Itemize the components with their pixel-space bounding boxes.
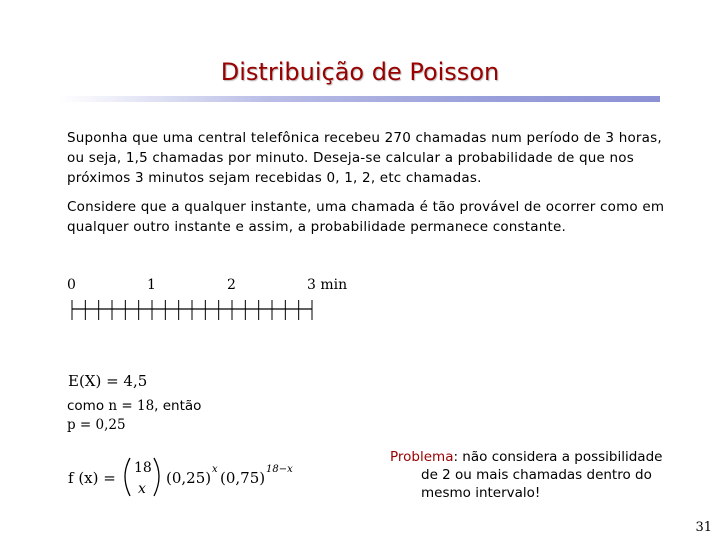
title-underline-bar [60, 96, 660, 102]
problem-text-line3: mesmo intervalo! [421, 485, 541, 501]
como-prefix: como [67, 398, 109, 414]
term-2: (0,75) [220, 469, 266, 487]
timeline-label-3-min: 3 min [307, 277, 348, 293]
page-number: 31 [695, 520, 712, 535]
exponent-1: x [212, 464, 218, 475]
timeline-label-1: 1 [147, 277, 156, 293]
problem-text-line1: : não considera a possibilidade [453, 449, 663, 465]
como-suffix: , então [154, 398, 202, 414]
term-1: (0,25) [166, 469, 212, 487]
assumption-paragraph: Considere que a qualquer instante, uma chamada é tão provável de ocorrer como em qualquer outro instante e assim, a probabilidade permanece constante. [67, 199, 665, 235]
timeline-label-2: 2 [227, 277, 236, 293]
expectation-formula: E(X) = 4,5 [68, 372, 148, 390]
binom-right-paren [154, 458, 159, 496]
binomial-pmf-formula [66, 450, 306, 506]
problem-text-line2: de 2 ou mais chamadas dentro do [421, 467, 652, 483]
binom-bottom: x [138, 481, 146, 497]
timeline-axis [60, 292, 330, 328]
binom-top: 18 [134, 460, 152, 476]
n-value: n = 18 [108, 398, 155, 414]
problem-note [390, 448, 690, 502]
problem-statement-paragraph: Suponha que uma central telefônica recebeu 270 chamadas num período de 3 horas, ou seja, 1,5 chamadas por minuto. Deseja-se calcular a probabilidade de que nos próximos 3 minutos sejam recebidas 0, 1, 2, etc chamadas. [67, 130, 662, 186]
p-value: p = 0,25 [67, 417, 126, 433]
timeline-ticks [72, 300, 312, 320]
como-line [67, 398, 201, 414]
exponent-2: 18−x [266, 464, 293, 475]
formula-lhs: f (x) = [68, 469, 116, 487]
slide-title: Distribuição de Poisson [220, 58, 500, 86]
binom-left-paren [125, 458, 130, 496]
timeline-label-0: 0 [67, 277, 76, 293]
problem-label: Problema [390, 449, 454, 465]
